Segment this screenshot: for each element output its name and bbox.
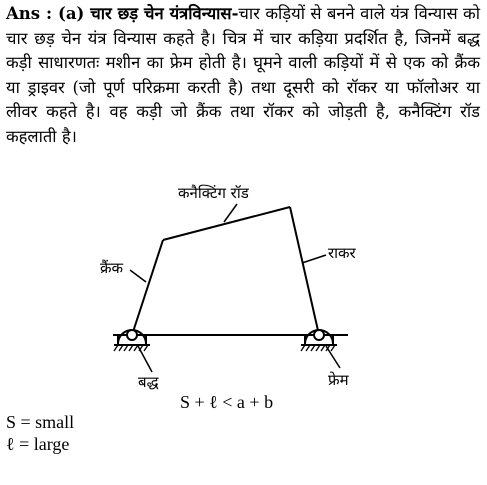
left-pivot-icon	[114, 330, 150, 351]
fixed-label: बद्ध	[138, 373, 159, 391]
legend-large: ℓ = large	[6, 434, 70, 454]
connecting-rod-link	[163, 207, 290, 240]
answer-prefix: Ans : (a)	[6, 4, 91, 23]
frame-label: फ्रेम	[328, 371, 349, 389]
frame-leader	[326, 346, 340, 368]
right-pivot-icon	[301, 330, 337, 351]
connecting-rod-leader	[224, 204, 237, 222]
rocker-link	[290, 207, 319, 335]
rocker-leader	[302, 255, 326, 263]
crank-leader	[130, 270, 146, 282]
rocker-label: राकर	[328, 244, 356, 262]
answer-body: चार कड़ियों से बनने वाले यंत्र विन्यास को चार छड़ चेन यंत्र विन्यास कहते है। चित्र में चार कड़िया प्रदर्शित है, जिनमें बद्ध कड़ी साधारणतः मशीन का फ्रेम होती है। घूमने वाली कड़ियों में से एक को क्रैंक या ड्राइवर (जो पूर्ण परिक्रमा करती है) तथा दूसरी को रॉकर या फॉलोअर या लीवर कहते है। वह कड़ी जो क्रैंक तथा रॉकर को जोड़ती है, कनैक्टिंग रॉड कहलाती है।	[6, 4, 480, 146]
answer-heading: चार छड़ चेन यंत्रविन्यास-	[90, 4, 239, 23]
legend-small: S = small	[6, 412, 75, 432]
crank-label: क्रैंक	[100, 259, 124, 277]
crank-link	[132, 240, 163, 335]
connecting-rod-label: कनैक्टिंग रॉड	[178, 184, 249, 202]
inequality-formula: S + ℓ < a + b	[180, 392, 274, 412]
